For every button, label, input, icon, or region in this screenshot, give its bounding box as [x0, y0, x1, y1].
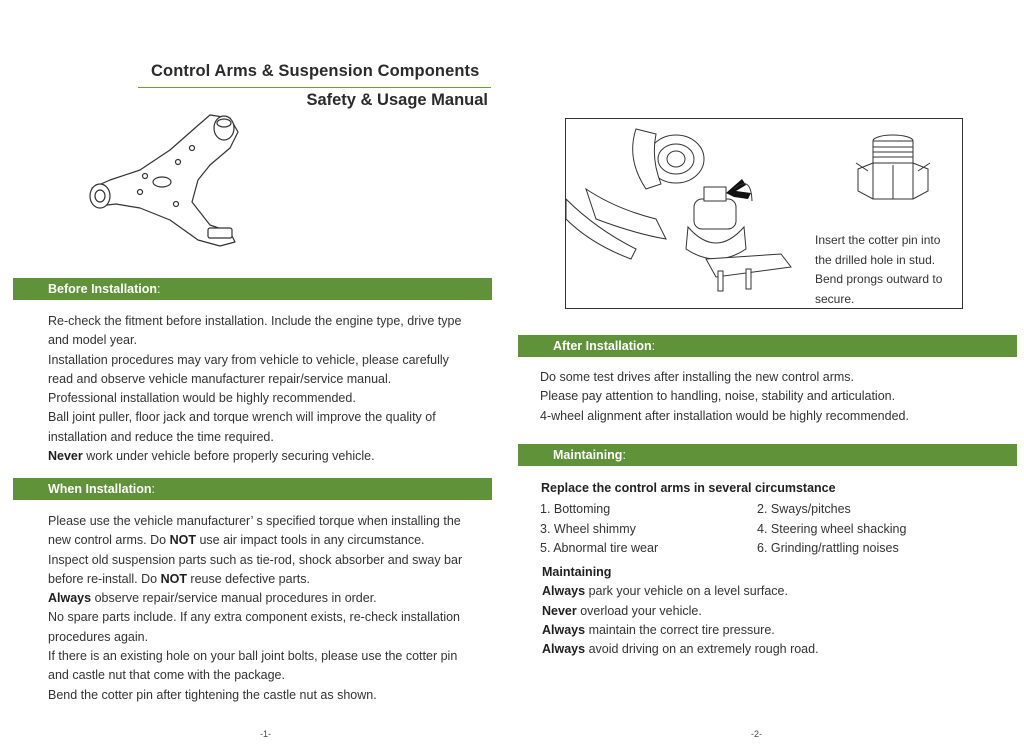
replace-title: Replace the control arms in several circumstance — [541, 481, 836, 495]
text-line: Please use the vehicle manufacturer’ s specified torque when installing the — [48, 514, 461, 528]
list-item: 4. Steering wheel shacking — [757, 521, 907, 536]
section-heading-after-installation: After Installation — [553, 339, 652, 353]
text-span: maintain the correct tire pressure. — [585, 622, 775, 637]
section-heading-when-installation: When Installation — [48, 482, 152, 496]
text-line: procedures again. — [48, 629, 149, 644]
text-span: new control arms. Do — [48, 533, 170, 548]
emphasis: Always — [542, 642, 586, 657]
text-line: Professional installation would be highly recommended. — [48, 391, 356, 406]
text-span: use air impact tools in any circumstance. — [195, 533, 425, 548]
page-number-left: -1- — [260, 729, 271, 739]
before-installation-text — [48, 312, 498, 466]
caption-line: Insert the cotter pin into — [815, 233, 941, 247]
text-line: Please pay attention to handling, noise, stability and articulation. — [540, 389, 896, 404]
emphasis: Always — [542, 622, 586, 637]
text-line: 4-wheel alignment after installation would be highly recommended. — [540, 408, 909, 423]
text-line — [48, 531, 498, 550]
ball-joint-illustration — [566, 119, 806, 307]
text-line: Do some test drives after installing the new control arms. — [540, 370, 855, 384]
diagram-caption — [815, 231, 960, 309]
text-span: avoid driving on an extremely rough road. — [585, 642, 819, 657]
text-line: read and observe vehicle manufacturer repair/service manual. — [48, 371, 392, 386]
text-span: reuse defective parts. — [186, 571, 310, 586]
text-line — [48, 589, 498, 608]
heading-colon: : — [622, 448, 626, 462]
tip-line — [542, 621, 1002, 640]
subheading — [542, 563, 1002, 582]
emphasis: Maintaining — [542, 565, 612, 579]
page-2 — [512, 0, 1024, 754]
text-line: If there is an existing hole on your ball joint bolts, please use the cotter pin — [48, 649, 458, 664]
section-bar-maintaining — [518, 444, 1017, 466]
title-divider — [138, 87, 491, 88]
tip-line — [542, 602, 1002, 621]
section-bar-after-installation — [518, 335, 1017, 357]
text-line: and model year. — [48, 333, 137, 348]
text-line: Ball joint puller, floor jack and torque wrench will improve the quality of — [48, 410, 436, 425]
control-arm-illustration — [80, 110, 245, 260]
section-heading-maintaining: Maintaining — [553, 448, 623, 462]
text-line: Inspect old suspension parts such as tie-rod, shock absorber and sway bar — [48, 552, 463, 567]
caption-line: secure. — [815, 291, 855, 306]
text-span: park your vehicle on a level surface. — [585, 584, 788, 599]
castle-nut-illustration — [848, 129, 938, 219]
text-line: No spare parts include. If any extra component exists, re-check installation — [48, 610, 461, 625]
text-line: Re-check the fitment before installation. Include the engine type, drive type — [48, 314, 462, 328]
text-line — [48, 570, 498, 589]
heading-colon: : — [157, 282, 161, 296]
circumstance-list — [540, 500, 1000, 560]
list-item: 3. Wheel shimmy — [540, 521, 636, 536]
emphasis: Always — [542, 584, 586, 599]
text-line — [48, 447, 498, 466]
text-span: before re-install. Do — [48, 571, 161, 586]
caption-line: Bend prongs outward to — [815, 272, 943, 286]
emphasis: NOT — [169, 533, 196, 548]
text-line: Bend the cotter pin after tightening the castle nut as shown. — [48, 687, 377, 702]
text-line: and castle nut that come with the package. — [48, 668, 285, 683]
emphasis: Never — [542, 603, 577, 618]
maintaining-tips — [542, 563, 1002, 659]
list-item: 1. Bottoming — [540, 502, 611, 516]
after-installation-text — [540, 368, 1010, 426]
text-line: installation and reduce the time required. — [48, 429, 274, 444]
emphasis: NOT — [160, 571, 187, 586]
text-span: observe repair/service manual procedures in order. — [91, 591, 377, 606]
list-item: 2. Sways/pitches — [757, 502, 851, 516]
emphasis: Never — [48, 449, 83, 464]
list-item: 5. Abnormal tire wear — [540, 541, 659, 555]
section-bar-before-installation — [13, 278, 492, 300]
tip-line — [542, 640, 1002, 659]
when-installation-text — [48, 512, 498, 705]
caption-line: the drilled hole in stud. — [815, 252, 936, 267]
document-subtitle: Safety & Usage Manual — [306, 91, 488, 109]
heading-colon: : — [651, 339, 656, 353]
page-number-right: -2- — [751, 729, 762, 739]
section-bar-when-installation — [13, 478, 492, 500]
text-span: overload your vehicle. — [576, 603, 702, 618]
list-item: 6. Grinding/rattling noises — [757, 541, 899, 555]
emphasis: Always — [48, 591, 92, 606]
document-title: Control Arms & Suspension Components — [151, 62, 480, 80]
section-heading-before-installation: Before Installation — [48, 282, 158, 296]
text-line: Installation procedures may vary from vehicle to vehicle, please carefully — [48, 352, 449, 367]
text-span: work under vehicle before properly securing vehicle. — [82, 449, 375, 464]
heading-colon: : — [151, 482, 155, 496]
tip-line — [542, 582, 1002, 601]
